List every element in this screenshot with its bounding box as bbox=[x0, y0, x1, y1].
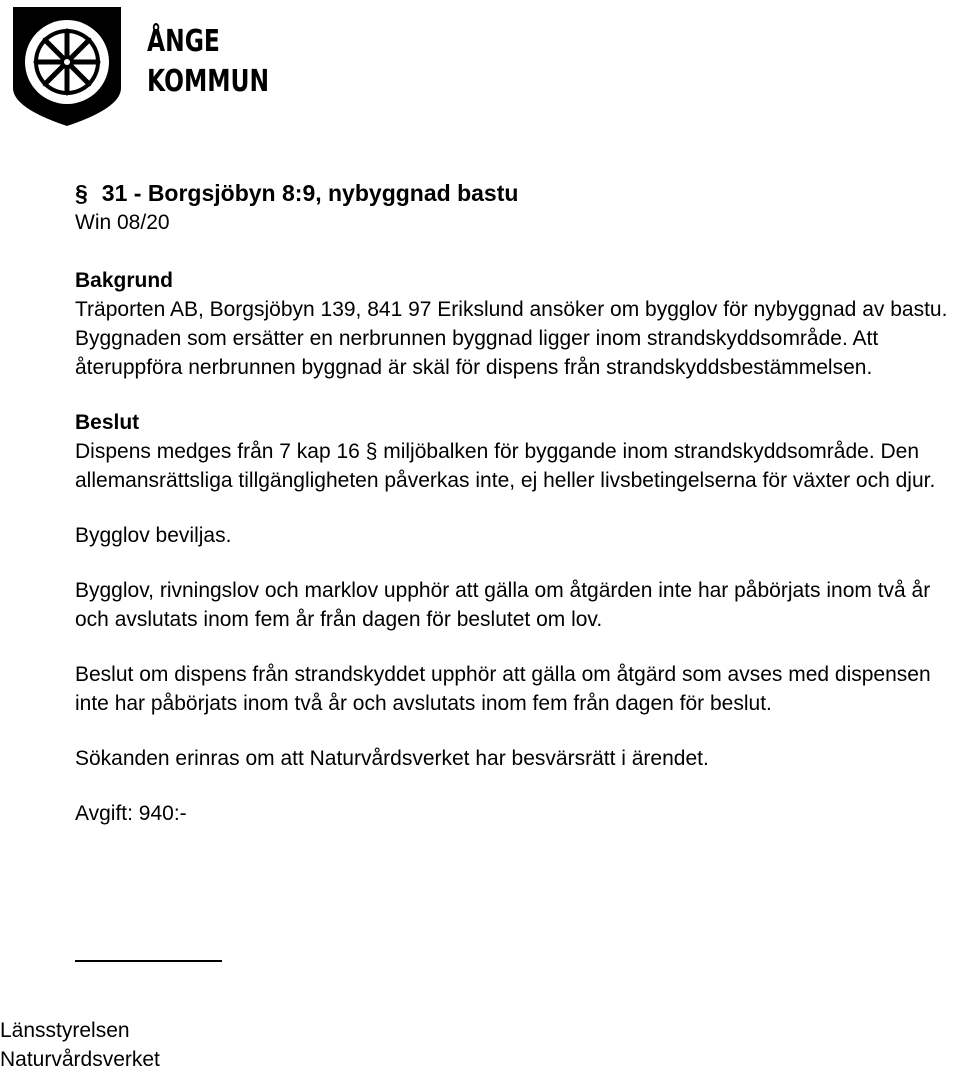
divider bbox=[75, 960, 222, 962]
decision-heading: Beslut bbox=[75, 411, 140, 434]
section-sign-icon: § bbox=[365, 440, 378, 463]
case-reference: Win 08/20 bbox=[75, 211, 170, 234]
section-sign-icon: § bbox=[75, 180, 88, 206]
decision-text-part1: Dispens medges från 7 kap 16 bbox=[75, 440, 360, 463]
distribution-list bbox=[0, 1016, 160, 1074]
recipient: Länsstyrelsen bbox=[0, 1019, 130, 1042]
wheel-emblem-icon bbox=[10, 4, 124, 128]
fee: Avgift: 940:- bbox=[75, 802, 187, 825]
page-title bbox=[75, 178, 955, 208]
background-text: Träporten AB, Borgsjöbyn 139, 841 97 Erikslund ansöker om bygglov för nybyggnad av bastu. Byggnaden som ersätter en nerbrunnen byggnad ligger inom strandskyddsområde. Att återuppföra nerbrunnen byggnad är skäl för dispens från strandskyddsbestämmelsen. bbox=[75, 298, 948, 379]
municipality-name-line1: ÅNGE bbox=[147, 24, 220, 59]
appeal-note: Sökanden erinras om att Naturvårdsverket har besvärsrätt i ärendet. bbox=[75, 747, 709, 770]
decision-text bbox=[75, 437, 955, 495]
logo-icon bbox=[10, 4, 124, 128]
background-heading: Bakgrund bbox=[75, 269, 174, 292]
municipality-name bbox=[147, 22, 269, 102]
decision-text-part2: miljöbalken för byggande inom strandskyddsområde. Den allemansrättsliga tillgängligheten påverkas inte, ej heller livsbetingelserna för växter och djur. bbox=[75, 440, 936, 492]
recipient: Naturvårdsverket bbox=[0, 1048, 160, 1071]
document-body bbox=[75, 178, 955, 828]
municipality-name-line2: KOMMUN bbox=[147, 64, 270, 99]
permit-granted: Bygglov beviljas. bbox=[75, 524, 232, 547]
page-title-text: 31 - Borgsjöbyn 8:9, nybyggnad bastu bbox=[101, 180, 519, 206]
dispensation-expiry: Beslut om dispens från strandskyddet upphör att gälla om åtgärd som avses med dispensen inte har påbörjats inom två år och avslutats inom fem från dagen för beslut. bbox=[75, 663, 931, 715]
permit-expiry: Bygglov, rivningslov och marklov upphör att gälla om åtgärden inte har påbörjats inom två år och avslutats inom fem år från dagen för beslutet om lov. bbox=[75, 579, 931, 631]
